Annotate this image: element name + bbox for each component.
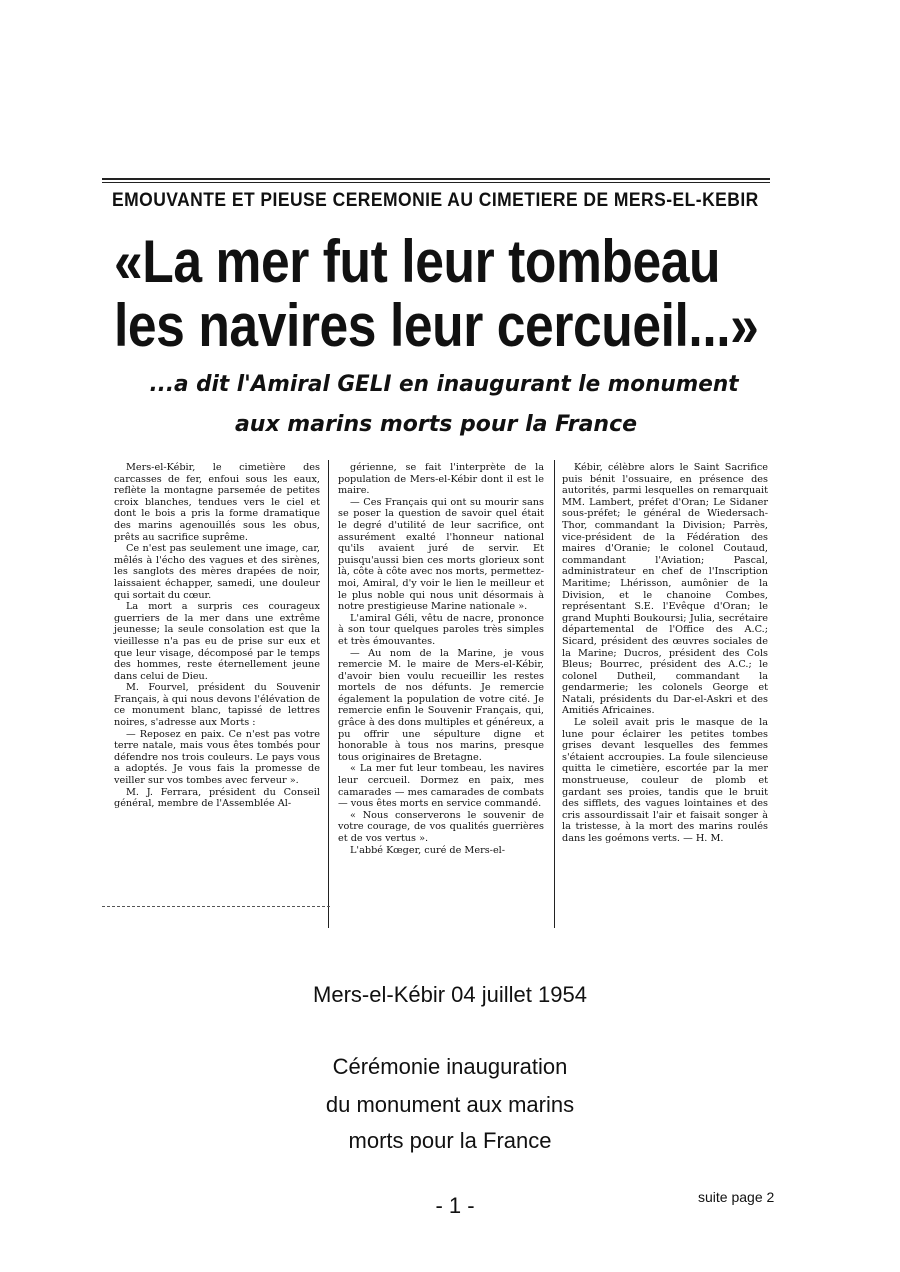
- paragraph: gérienne, se fait l'interprète de la population de Mers-el-Kébir dont il est le maire.: [338, 462, 544, 497]
- paragraph: L'amiral Géli, vêtu de nacre, prononce à son tour quelques paroles très simples et très émouvantes.: [338, 612, 544, 647]
- paragraph: M. J. Ferrara, président du Conseil général, membre de l'Assemblée Al-: [114, 786, 320, 810]
- headline-line-2: les navires leur cercueil...»: [114, 292, 759, 359]
- paragraph: « La mer fut leur tombeau, les navires leur cercueil. Dormez en paix, mes camarades — mes camarades de combats — vous êtes morts en service commandé.: [338, 763, 544, 810]
- paragraph: — Au nom de la Marine, je vous remercie M. le maire de Mers-el-Kébir, d'avoir bien voulu recueillir les restes mortels de nos défunts. Je remercie également la population de votre cité. Je remercie enfin le Souvenir Français, qui, grâce à des dons multiples et généreux, a pu offrir une sépulture digne et honorable à tous nos marins, presque tous originaires de Bretagne.: [338, 647, 544, 763]
- column-divider-2: [554, 460, 555, 928]
- paragraph: Ce n'est pas seulement une image, car, mêlés à l'écho des vagues et des sirènes, les sanglots des mères drapées de noir, laissaient échapper, samedi, une douleur qui sortait du cœur.: [114, 543, 320, 601]
- paragraph: « Nous conserverons le souvenir de votre courage, de vos qualités guerrières et de vos vertus ».: [338, 809, 544, 844]
- paragraph: M. Fourvel, président du Souvenir Français, à qui nous devons l'élévation de ce monument blanc, tapissé de lettres noires, s'adresse aux Morts :: [114, 682, 320, 729]
- column-divider-1: [328, 460, 329, 928]
- paragraph: Mers-el-Kébir, le cimetière des carcasses de fer, enfoui sous les eaux, reflète la montagne parsemée de petites croix blanches, tendues vers le ciel et dont le bois a pris la forme dramatique des marins agenouillés sous les obus, prêts au sacrifice suprême.: [114, 462, 320, 543]
- article-column-1: [114, 462, 320, 810]
- page-number: - 1 -: [435, 1193, 475, 1218]
- caption-line-2: du monument aux marins: [325, 1092, 575, 1117]
- bottom-rule: [102, 906, 330, 907]
- headline: [114, 228, 759, 359]
- kicker-title: EMOUVANTE ET PIEUSE CEREMONIE AU CIMETIERE DE MERS-EL-KEBIR: [112, 190, 759, 211]
- article-column-3: [562, 462, 768, 845]
- paragraph: La mort a surpris ces courageux guerriers de la mer dans une extrême jeunesse; la seule consolation est que la vieillesse n'a pas eu de prise sur eux et que leur visage, décomposé par le temps des hommes, reste éternellement jeune dans celui de Dieu.: [114, 601, 320, 682]
- article-column-2: [338, 462, 544, 856]
- continued-note: suite page 2: [698, 1189, 775, 1205]
- paragraph: — Ces Français qui ont su mourir sans se poser la question de savoir quel était le degré d'utilité de leur sacrifice, ont assurément exalté l'honneur national qu'ils avaient juré de servir. Et puisqu'aussi bien ces morts glorieux sont là, côte à côte avec nos morts, permettez-moi, Amiral, d'y voir le lien le meilleur et le plus noble qui nous unit désormais à notre prestigieuse Marine nationale ».: [338, 496, 544, 613]
- caption-line-1: Cérémonie inauguration: [332, 1054, 568, 1079]
- paragraph: L'abbé Kœger, curé de Mers-el-: [350, 844, 506, 856]
- caption-date: Mers-el-Kébir 04 juillet 1954: [313, 982, 587, 1007]
- paragraph: — Reposez en paix. Ce n'est pas votre terre natale, mais vous êtes tombés pour défendre nos trois couleurs. Le pays vous a adoptés. Je vous fais la promesse de veiller sur vos tombes avec ferveur ».: [114, 728, 320, 787]
- top-rule-thin: [102, 182, 770, 183]
- headline-line-1: «La mer fut leur tombeau: [114, 228, 721, 295]
- subhead-line-2: aux marins morts pour la France: [234, 412, 638, 437]
- top-rule: [102, 178, 770, 180]
- caption-line-3: morts pour la France: [348, 1128, 552, 1153]
- paragraph: Le soleil avait pris le masque de la lune pour éclairer les petites tombes grises devant lesquelles des femmes s'étaient accroupies. La foule silencieuse quitta le cimetière, escortée par la mer monstrueuse, couleur de plomb et gardant ses proies, tandis que le bruit des sifflets, des vagues lointaines et des cris assourdissait l'air et faisait songer à la tristesse, à la mort des marins roulés dans les goémons verts. — H. M.: [562, 717, 768, 844]
- paragraph: Kébir, célèbre alors le Saint Sacrifice puis bénit l'ossuaire, en présence des autorités, parmi lesquelles on remarquait MM. Lambert, préfet d'Oran; Le Sidaner sous-préfet; le général de Wiedersach-Thor, commandant la Division; Parrès, vice-président de la Fédération des maires d'Oranie; le colonel Coutaud, commandant l'Aviation; Pascal, administrateur en chef de l'Inscription Maritime; Lhérisson, aumônier de la Division, et le chanoine Combes, représentant S.E. l'Evêque d'Oran; le grand Muphti Boukoursi; Julia, secrétaire départemental de l'Office des A.C.; Sicard, président des œuvres sociales de la Marine; Ducros, président des Cols Bleus; Bourrec, président des A.C.; le colonel Dutheil, commandant la gendarmerie; les colonels George et Natali, présidents du Dar-el-Askri et des Amitiés Africaines.: [562, 462, 768, 717]
- subhead-line-1: ...a dit l'Amiral GELI en inaugurant le monument: [149, 372, 739, 397]
- newspaper-clipping: [102, 178, 770, 940]
